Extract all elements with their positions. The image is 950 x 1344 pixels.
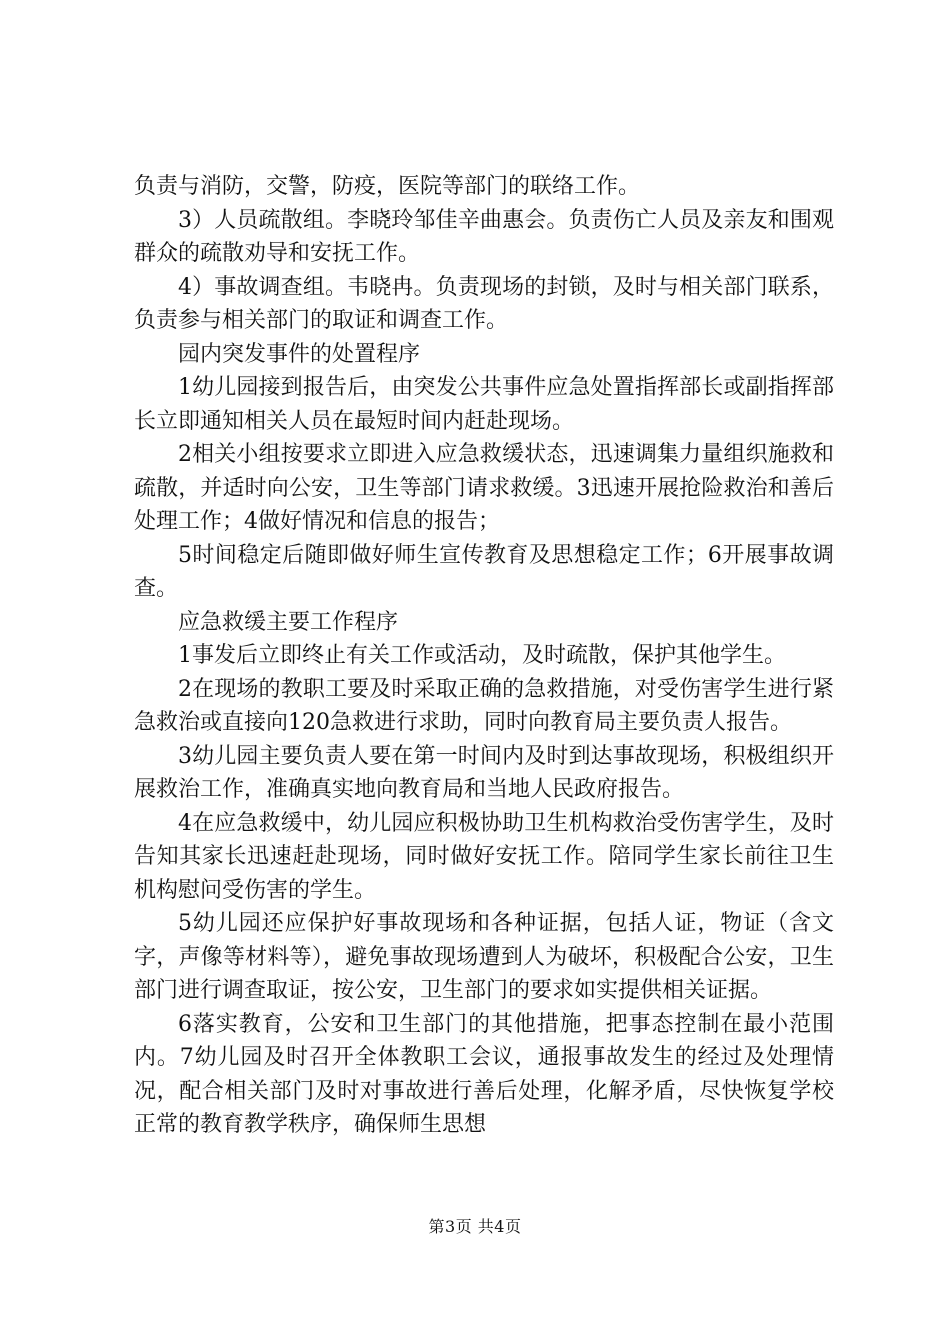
paragraph: 5时间稳定后随即做好师生宣传教育及思想稳定工作；6开展事故调查。 [134, 542, 834, 601]
paragraph: 2相关小组按要求立即进入应急救缓状态，迅速调集力量组织施救和疏散，并适时向公安，卫生等部门请求救缓。3迅速开展抢险救治和善后处理工作；4做好情况和信息的报告； [134, 442, 834, 534]
paragraph: 5幼儿园还应保护好事故现场和各种证据，包括人证，物证（含文字，声像等材料等），避免事故现场遭到人为破坏，积极配合公安，卫生部门进行调查取证，按公安，卫生部门的要求如实提供相关证据。 [134, 911, 834, 1003]
paragraph: 3）人员疏散组。李晓玲邹佳辛曲惠会。负责伤亡人员及亲友和围观群众的疏散劝导和安抚工作。 [134, 207, 834, 266]
paragraph: 6落实教育，公安和卫生部门的其他措施，把事态控制在最小范围内。7幼儿园及时召开全体教职工会议，通报事故发生的经过及处理情况，配合相关部门及时对事故进行善后处理，化解矛盾，尽快恢复学校正常的教育教学秩序，确保师生思想 [134, 1011, 834, 1137]
paragraph: 4在应急救缓中，幼儿园应积极协助卫生机构救治受伤害学生，及时告知其家长迅速赶赴现场，同时做好安抚工作。陪同学生家长前往卫生机构慰问受伤害的学生。 [134, 810, 834, 903]
paragraph: 1幼儿园接到报告后，由突发公共事件应急处置指挥部长或副指挥部长立即通知相关人员在最短时间内赶赴现场。 [134, 375, 834, 434]
document-body [134, 170, 834, 1142]
section-heading: 应急救缓主要工作程序 [178, 609, 399, 635]
page-number-footer: 第3页 共4页 [428, 1217, 522, 1236]
paragraph: 4）事故调查组。韦晓冉。负责现场的封锁，及时与相关部门联系，负责参与相关部门的取证和调查工作。 [134, 274, 834, 333]
paragraph: 1事发后立即终止有关工作或活动，及时疏散，保护其他学生。 [178, 643, 786, 668]
section-heading: 园内突发事件的处置程序 [178, 341, 421, 367]
paragraph: 2在现场的教职工要及时采取正确的急救措施，对受伤害学生进行紧急救治或直接向120急救进行求助，同时向教育局主要负责人报告。 [134, 676, 834, 735]
paragraph: 负责与消防，交警，防疫，医院等部门的联络工作。 [134, 174, 641, 199]
paragraph: 3幼儿园主要负责人要在第一时间内及时到达事故现场，积极组织开展救治工作，准确真实地向教育局和当地人民政府报告。 [134, 743, 834, 802]
